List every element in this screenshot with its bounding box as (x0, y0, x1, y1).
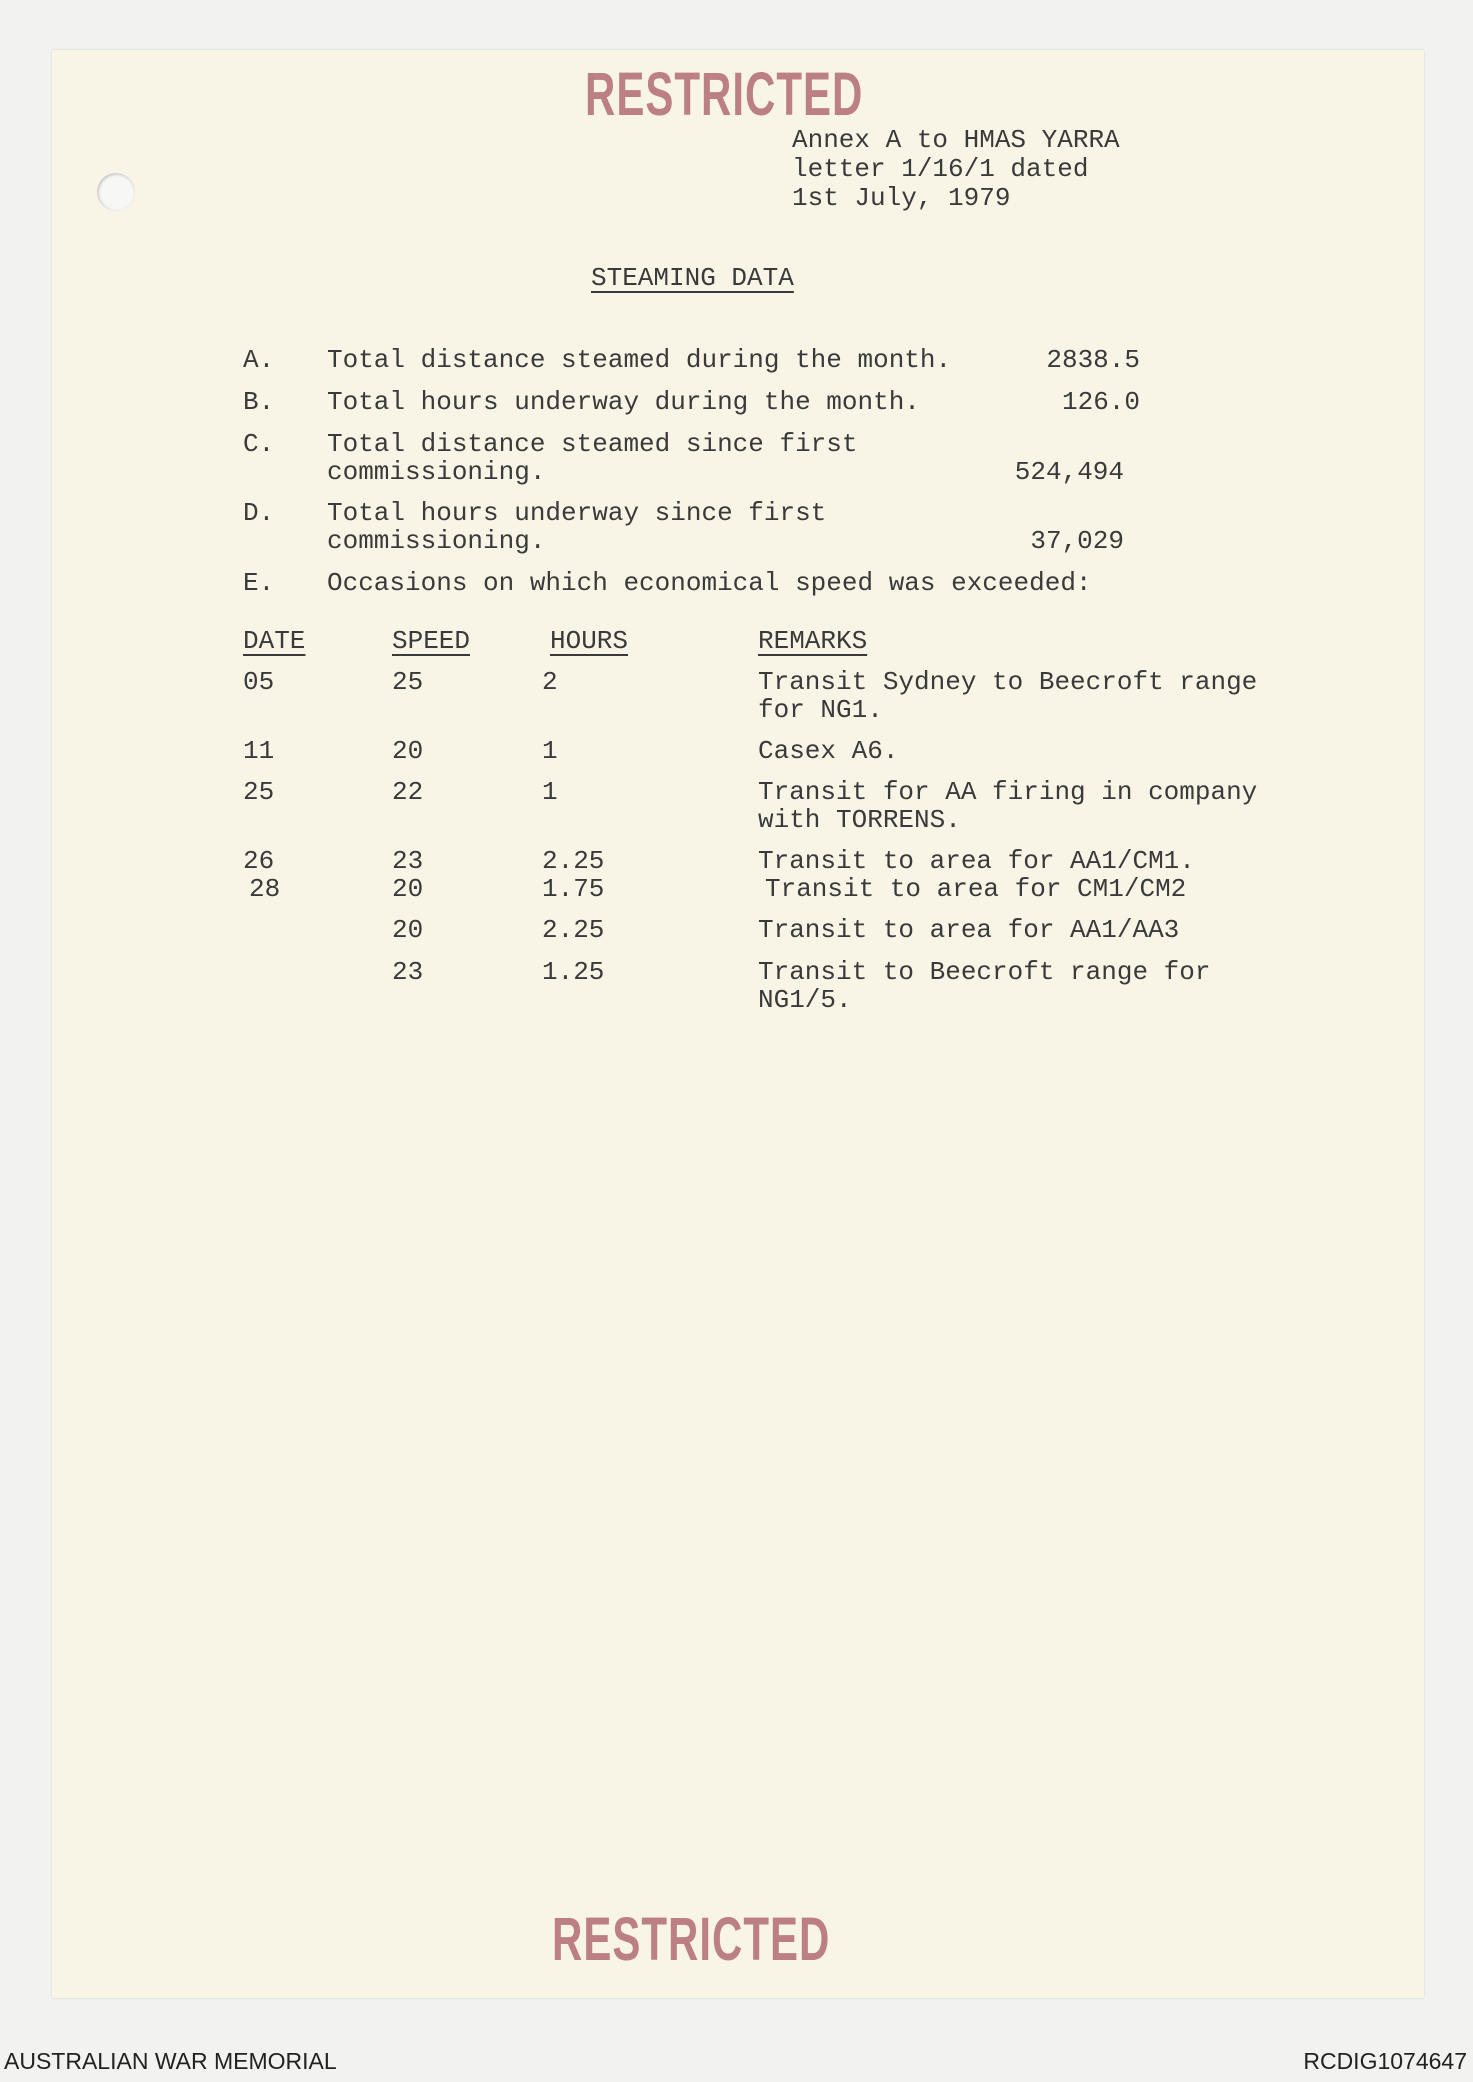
item-b-letter: B. (243, 387, 275, 417)
item-e-text: Occasions on which economical speed was exceeded: (327, 568, 1092, 598)
row-2-speed: 20 (392, 736, 424, 766)
row-5-remarks: Transit to area for CM1/CM2 (765, 874, 1187, 904)
footer-record-id: RCDIG1074647 (1303, 2048, 1467, 2074)
item-d-text: Total hours underway since first (327, 498, 827, 528)
row-1-hours: 2 (542, 667, 558, 697)
row-4-hours: 2.25 (542, 846, 605, 876)
row-5-hours: 1.75 (542, 874, 605, 904)
row-3-remarks: Transit for AA firing in company (758, 777, 1258, 807)
row-7-remarks: Transit to Beecroft range for (758, 957, 1211, 987)
row-3-remarks-cont: with TORRENS. (758, 805, 961, 835)
column-header-hours: HOURS (550, 626, 629, 656)
item-c-letter: C. (243, 429, 275, 459)
row-2-date: 11 (243, 736, 275, 766)
restricted-stamp-top: RESTRICTED (585, 60, 864, 129)
header-line-1: Annex A to HMAS YARRA (792, 125, 1120, 155)
row-4-speed: 23 (392, 846, 424, 876)
item-c-text: Total distance steamed since first (327, 429, 858, 459)
header-line-2: letter 1/16/1 dated (792, 154, 1089, 184)
item-b-text: Total hours underway during the month. (327, 387, 920, 417)
item-d-value: 37,029 (1030, 526, 1124, 556)
row-7-hours: 1.25 (542, 957, 605, 987)
row-6-speed: 20 (392, 915, 424, 945)
row-7-speed: 23 (392, 957, 424, 987)
item-e-letter: E. (243, 568, 275, 598)
row-6-hours: 2.25 (542, 915, 605, 945)
row-6-remarks: Transit to area for AA1/AA3 (758, 915, 1180, 945)
item-a-letter: A. (243, 345, 275, 375)
row-3-speed: 22 (392, 777, 424, 807)
header-line-3: 1st July, 1979 (792, 183, 1011, 213)
row-3-date: 25 (243, 777, 275, 807)
item-a-value: 2838.5 (1046, 345, 1140, 375)
item-d-text-cont: commissioning. (327, 526, 546, 556)
item-c-value: 524,494 (1014, 457, 1124, 487)
row-4-date: 26 (243, 846, 275, 876)
row-5-date: 28 (249, 874, 281, 904)
column-header-remarks: REMARKS (758, 626, 868, 656)
column-header-speed: SPEED (392, 626, 471, 656)
page-title: STEAMING DATA (591, 263, 794, 293)
restricted-stamp-bottom: RESTRICTED (552, 1905, 831, 1974)
row-7-remarks-cont: NG1/5. (758, 985, 852, 1015)
item-a-text: Total distance steamed during the month. (327, 345, 952, 375)
row-1-speed: 25 (392, 667, 424, 697)
row-1-date: 05 (243, 667, 275, 697)
row-3-hours: 1 (542, 777, 558, 807)
row-5-speed: 20 (392, 874, 424, 904)
item-c-text-cont: commissioning. (327, 457, 546, 487)
item-d-letter: D. (243, 498, 275, 528)
row-1-remarks: Transit Sydney to Beecroft range (758, 667, 1258, 697)
document-page (52, 50, 1424, 1998)
punch-hole (97, 173, 135, 211)
row-1-remarks-cont: for NG1. (758, 695, 883, 725)
row-4-remarks: Transit to area for AA1/CM1. (758, 846, 1195, 876)
footer-archive-name: AUSTRALIAN WAR MEMORIAL (4, 2048, 337, 2074)
item-b-value: 126.0 (1061, 387, 1140, 417)
row-2-hours: 1 (542, 736, 558, 766)
column-header-date: DATE (243, 626, 306, 656)
row-2-remarks: Casex A6. (758, 736, 899, 766)
